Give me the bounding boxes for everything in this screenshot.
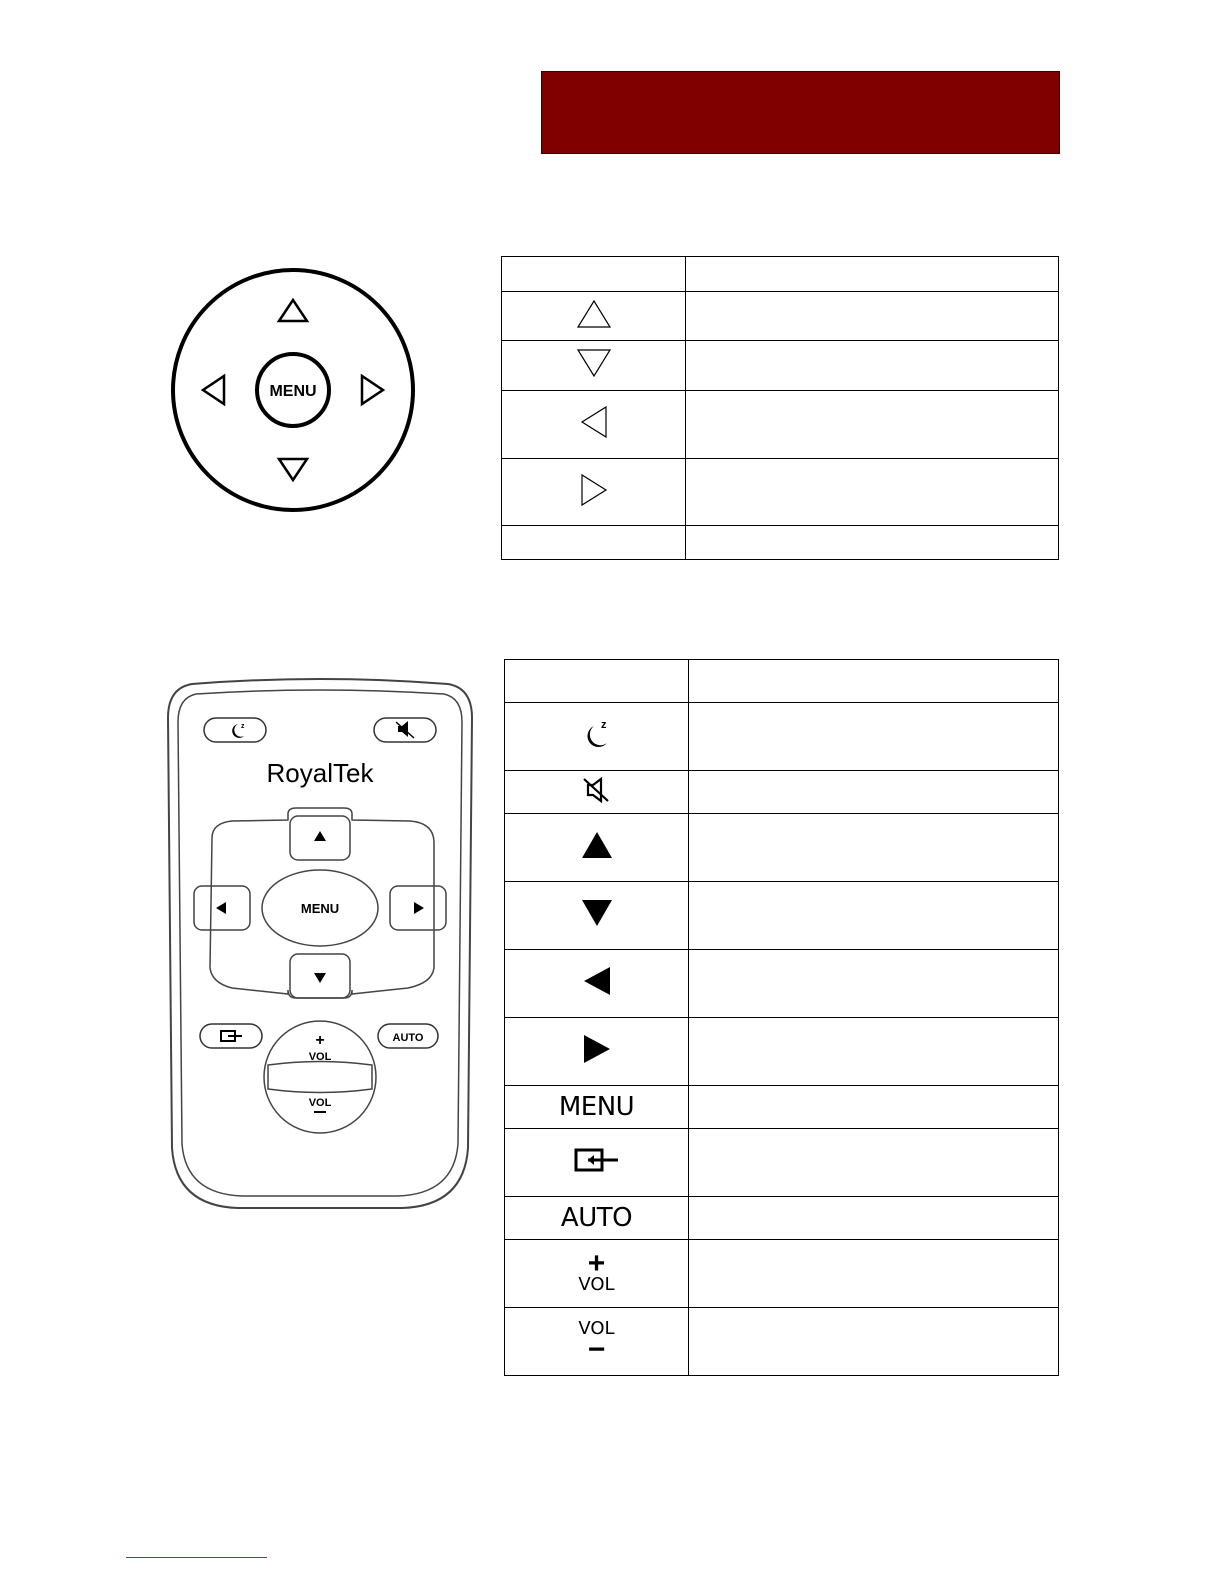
- panel-down-arrow-icon: [279, 459, 307, 480]
- sleep-icon: [577, 714, 617, 754]
- remote-brand-logo: RoyalTek: [266, 758, 374, 788]
- panel-keys-table: [501, 256, 1059, 560]
- table-row: [505, 1018, 1059, 1086]
- table-header-row: [502, 257, 1059, 292]
- volume-down-key-label: VOL −: [578, 1317, 615, 1366]
- panel-menu-label: MENU: [269, 383, 317, 400]
- table-row: [502, 459, 1059, 526]
- table-row: [505, 1308, 1059, 1376]
- table-row: [505, 814, 1059, 882]
- table-row: [505, 1086, 1059, 1129]
- section-banner: [541, 71, 1060, 154]
- mute-icon: [580, 776, 614, 804]
- auto-key-label: AUTO: [560, 1203, 633, 1233]
- remote-keys-table: [504, 659, 1059, 1376]
- left-solid-triangle-icon: [582, 965, 612, 997]
- table-row: [505, 1197, 1059, 1240]
- menu-key-label: MENU: [558, 1092, 635, 1122]
- table-header-row: [505, 660, 1059, 703]
- svg-text:+: +: [315, 1032, 325, 1049]
- table-row: [505, 1129, 1059, 1197]
- down-outline-triangle-icon: [574, 347, 614, 379]
- table-row: [505, 882, 1059, 950]
- svg-text:VOL: VOL: [308, 1051, 332, 1063]
- panel-keypad-diagram: [168, 265, 418, 515]
- remote-sleep-button: [204, 718, 266, 742]
- panel-left-arrow-icon: [203, 376, 224, 404]
- panel-right-arrow-icon: [362, 376, 383, 404]
- remote-control-diagram: [162, 678, 478, 1212]
- svg-text:AUTO: AUTO: [392, 1032, 424, 1044]
- footer-link-underline: [126, 1557, 267, 1558]
- volume-up-key-label: + VOL: [578, 1247, 615, 1295]
- table-row: [505, 771, 1059, 814]
- svg-text:MENU: MENU: [300, 901, 340, 916]
- svg-text:z: z: [600, 719, 606, 731]
- table-row: [505, 1240, 1059, 1308]
- table-row: [502, 341, 1059, 391]
- down-solid-triangle-icon: [580, 898, 614, 928]
- right-solid-triangle-icon: [582, 1033, 612, 1065]
- table-row: [502, 391, 1059, 459]
- svg-text:z: z: [241, 723, 245, 730]
- table-row: [505, 950, 1059, 1018]
- up-outline-triangle-icon: [574, 298, 614, 330]
- panel-up-arrow-icon: [279, 300, 307, 321]
- table-row: [502, 292, 1059, 341]
- table-row: [505, 703, 1059, 771]
- input-source-icon: [572, 1145, 622, 1175]
- right-outline-triangle-icon: [576, 470, 612, 510]
- left-outline-triangle-icon: [576, 402, 612, 442]
- svg-text:VOL: VOL: [308, 1097, 332, 1109]
- table-row: [502, 526, 1059, 560]
- up-solid-triangle-icon: [580, 830, 614, 860]
